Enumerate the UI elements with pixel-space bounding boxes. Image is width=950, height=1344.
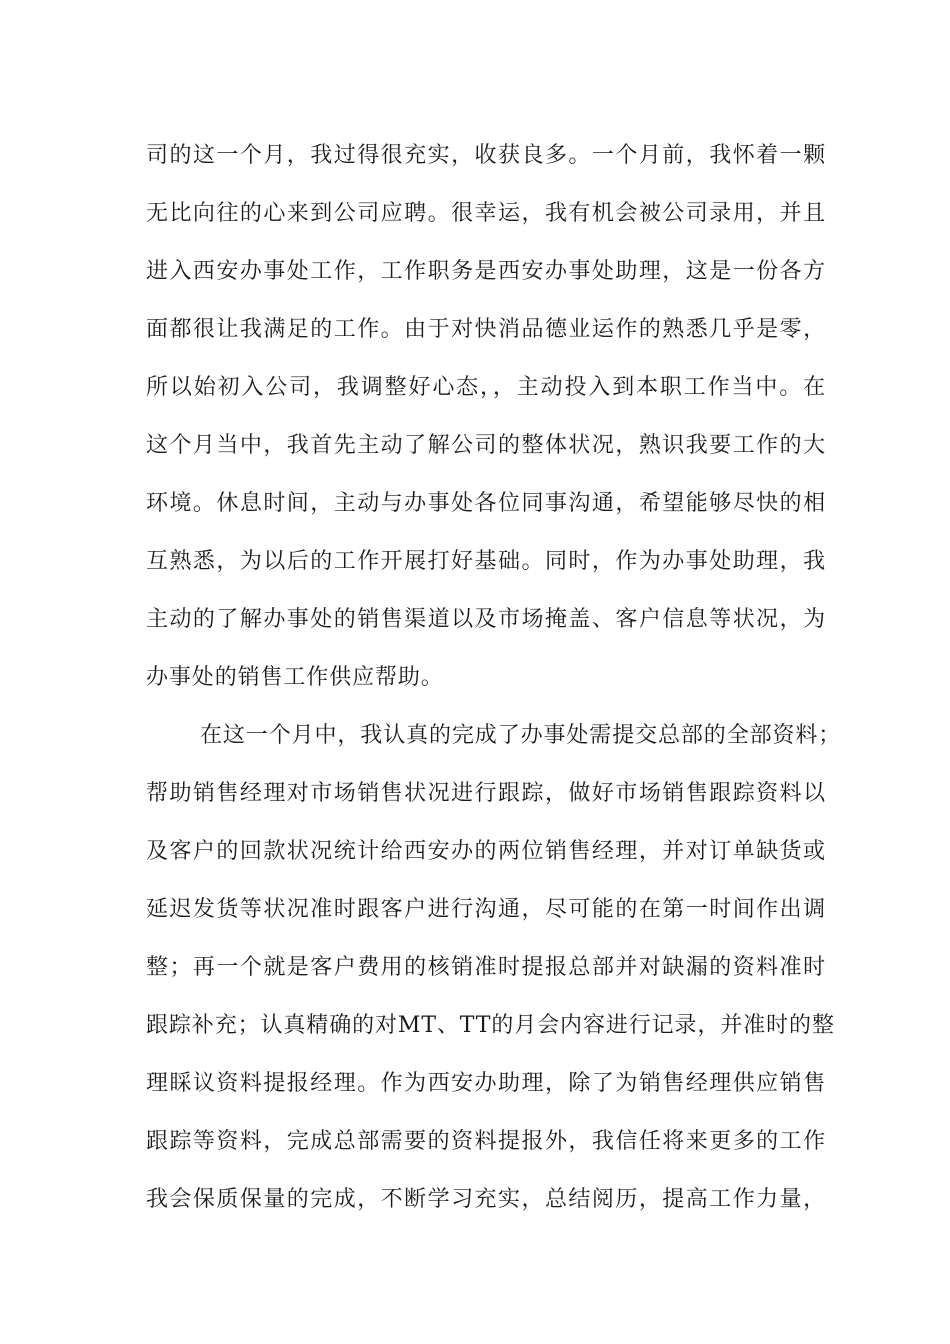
text-line: 进入西安办事处工作，工作职务是西安办事处助理，这是一份各方 bbox=[146, 259, 826, 284]
paragraph-2 bbox=[146, 707, 842, 1229]
text-line: 所以始初入公司，我调整好心态，，主动投入到本职工作当中。在 bbox=[146, 375, 826, 400]
text-line: 跟踪补充；认真精确的对MT、TT的月会内容进行记录，并准时的整 bbox=[146, 1013, 835, 1038]
text-line: 主动的了解办事处的销售渠道以及市场掩盖、客户信息等状况，为 bbox=[146, 607, 826, 632]
text-line: 跟踪等资料，完成总部需要的资料提报外，我信任将来更多的工作 bbox=[146, 1129, 826, 1154]
text-line: 延迟发货等状况准时跟客户进行沟通，尽可能的在第一时间作出调 bbox=[146, 897, 826, 922]
text-line: 我会保质保量的完成，不断学习充实，总结阅历，提高工作力量， bbox=[146, 1187, 826, 1212]
text-line: 无比向往的心来到公司应聘。很幸运，我有机会被公司录用，并且 bbox=[146, 201, 826, 226]
body-text bbox=[146, 127, 842, 1229]
text-line: 整；再一个就是客户费用的核销准时提报总部并对缺漏的资料准时 bbox=[146, 955, 826, 980]
text-line: 办事处的销售工作供应帮助。 bbox=[146, 665, 444, 690]
text-line: 环境。休息时间，主动与办事处各位同事沟通，希望能够尽快的相 bbox=[146, 491, 826, 516]
text-line: 帮助销售经理对市场销售状况进行跟踪，做好市场销售跟踪资料以 bbox=[146, 781, 826, 806]
text-line: 理睬议资料提报经理。作为西安办助理，除了为销售经理供应销售 bbox=[146, 1071, 826, 1096]
text-line: 互熟悉，为以后的工作开展打好基础。同时，作为办事处助理，我 bbox=[146, 549, 826, 574]
text-line: 这个月当中，我首先主动了解公司的整体状况，熟识我要工作的大 bbox=[146, 433, 826, 458]
text-line: 及客户的回款状况统计给西安办的两位销售经理，并对订单缺货或 bbox=[146, 839, 826, 864]
paragraph-1 bbox=[146, 127, 826, 707]
text-line: 司的这一个月，我过得很充实，收获良多。一个月前，我怀着一颗 bbox=[146, 143, 826, 168]
text-line: 面都很让我满足的工作。由于对快消品德业运作的熟悉几乎是零， bbox=[146, 317, 826, 342]
text-line: 在这一个月中，我认真的完成了办事处需提交总部的全部资料； bbox=[200, 723, 842, 748]
